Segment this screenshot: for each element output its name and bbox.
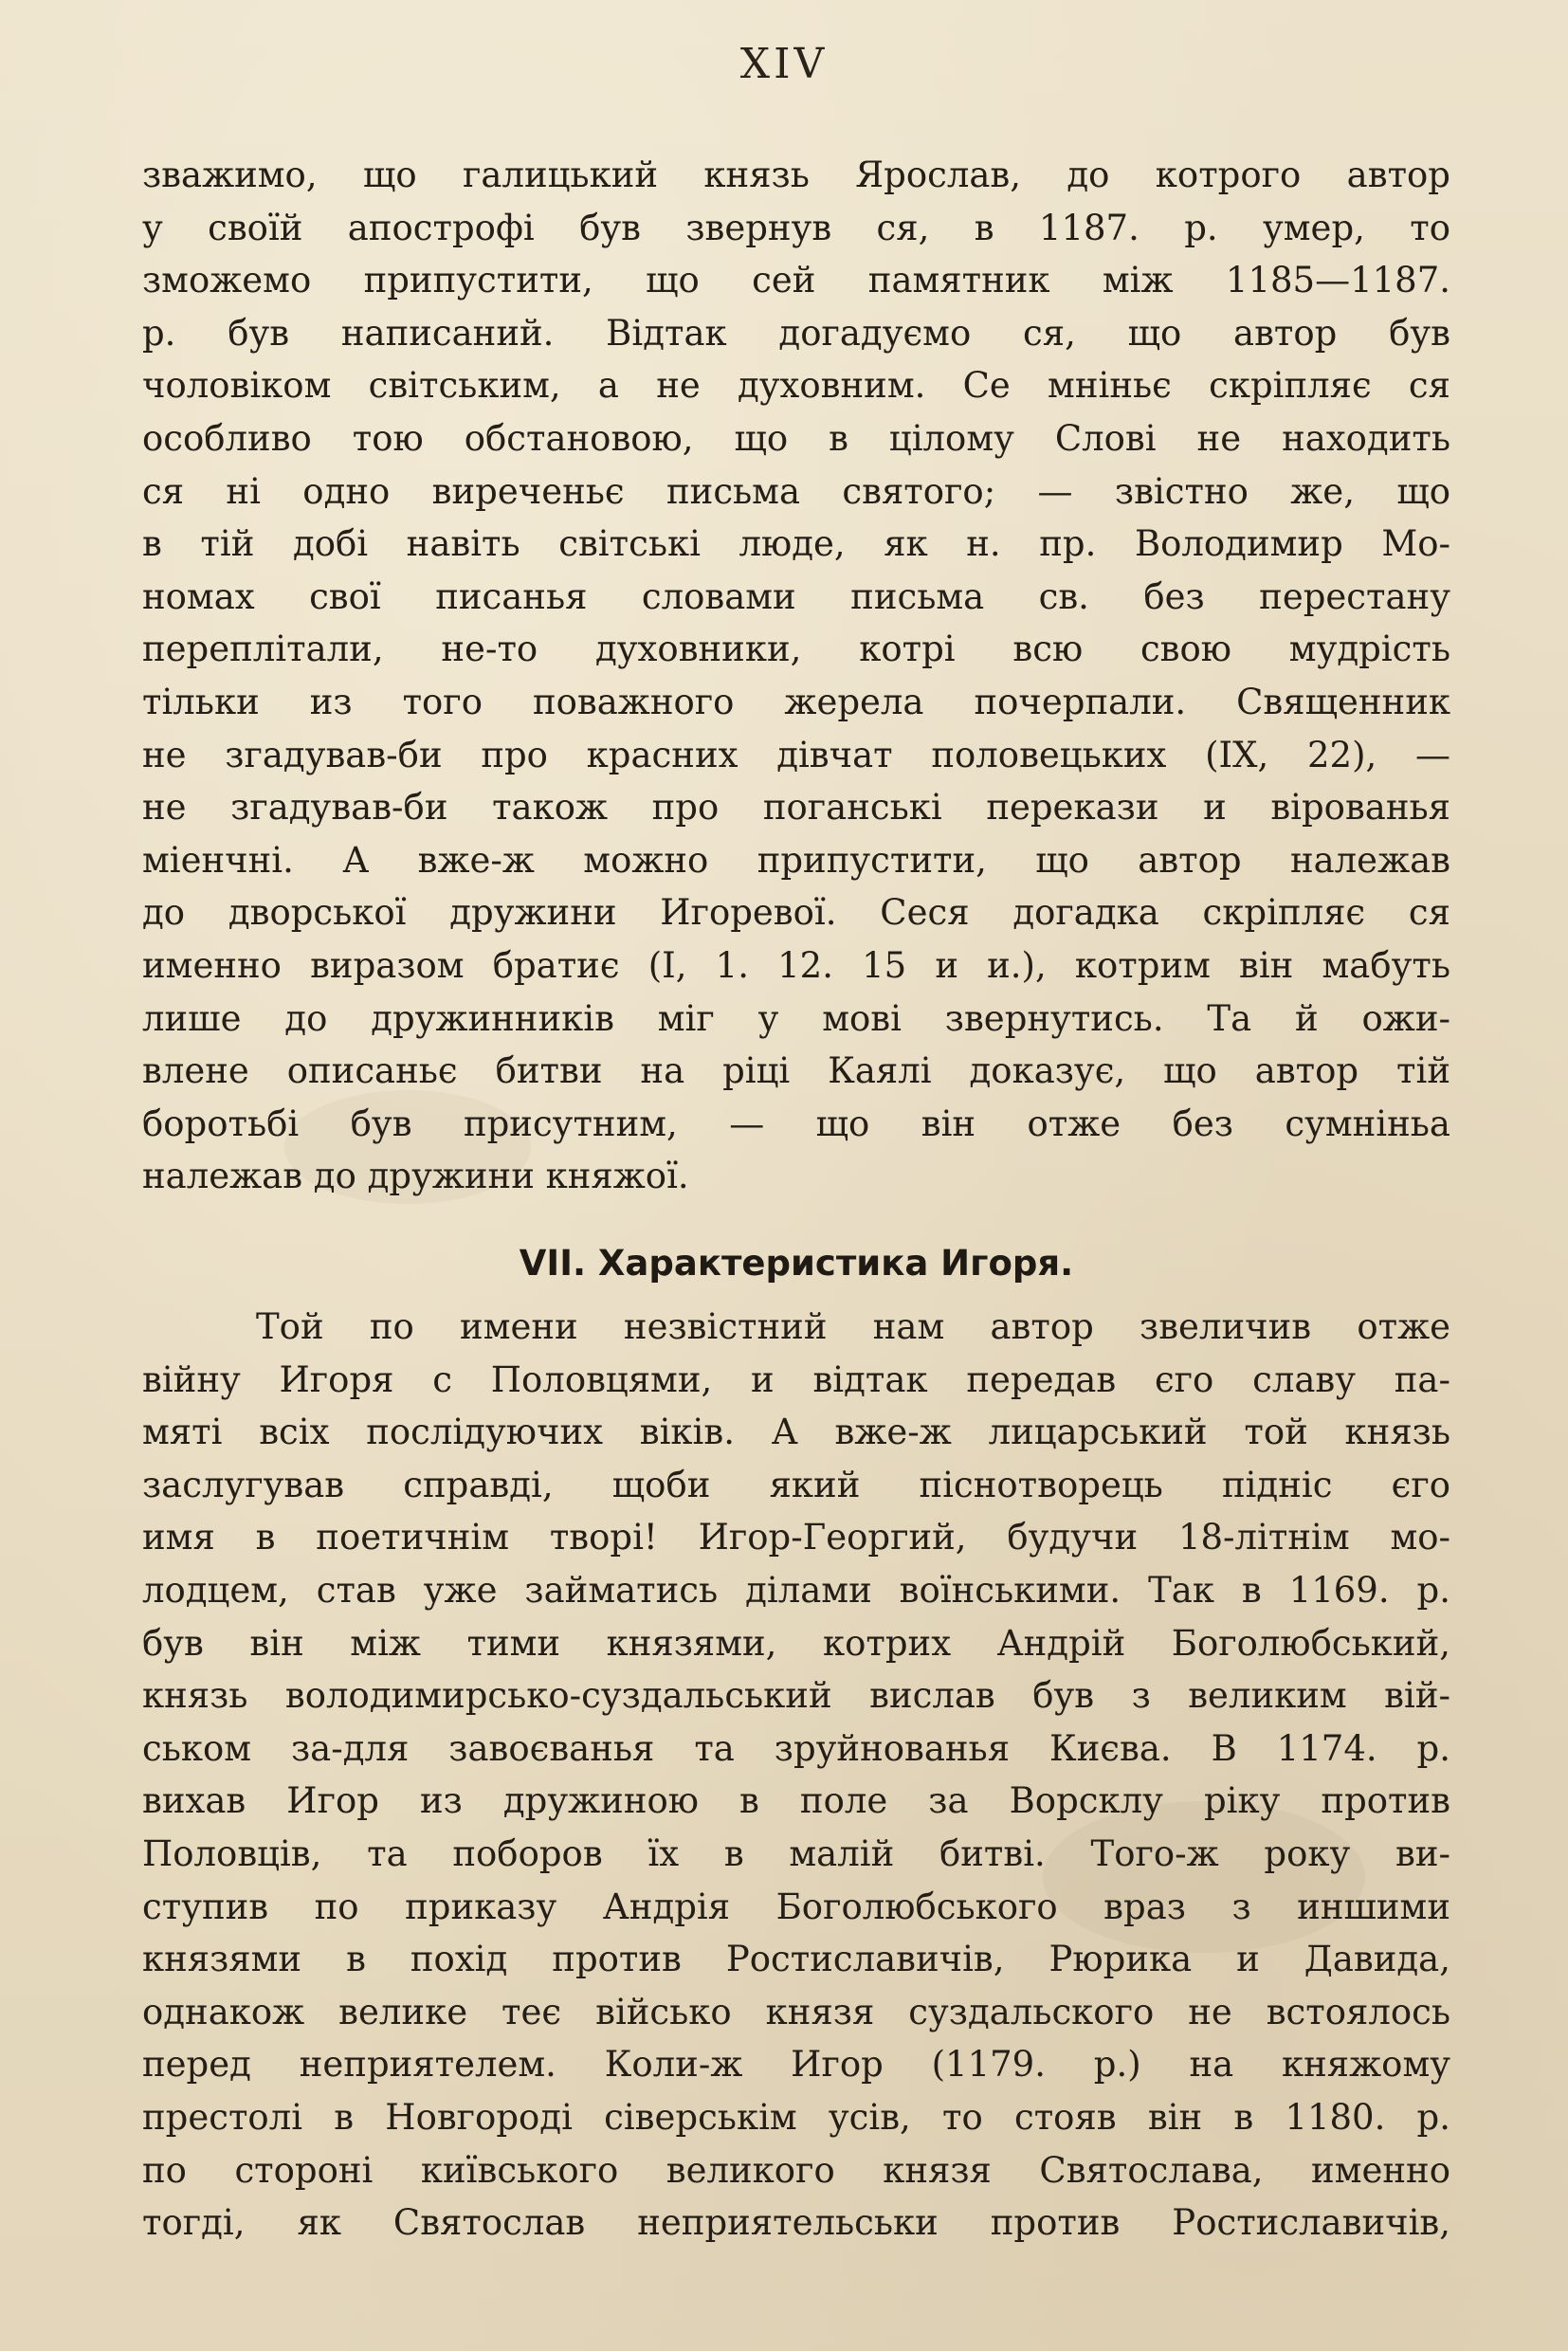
text-line: не згадував-би про красних дівчат половецьких (IX, 22), — bbox=[142, 734, 1450, 775]
text-line: номах свої писанья словами письма св. без перестану bbox=[142, 575, 1450, 617]
text-line: перед неприятелем. Коли-ж Игор (1179. р.) на княжому bbox=[142, 2044, 1450, 2086]
text-line: тільки из того поважного жерела почерпали. Священник bbox=[142, 681, 1450, 722]
text-line: належав до дружини княжої. bbox=[142, 1156, 689, 1197]
text-line: р. був написаний. Відтак догадуємо ся, що автор був bbox=[142, 312, 1450, 354]
text-line: до дворської дружини Игоревої. Сеся догадка скріпляє ся bbox=[142, 892, 1450, 934]
text-line: ськом за-для завоєванья та зруйнованья Києва. В 1174. р. bbox=[142, 1727, 1450, 1769]
text-line: боротьбі був присутним, — що він отже без сумніньа bbox=[142, 1103, 1450, 1144]
text-line: мяті всіх послідуючих віків. А вже-ж лицарський той князь bbox=[142, 1412, 1450, 1453]
text-line: однакож велике теє військо князя суздальского не встоялось bbox=[142, 1991, 1450, 2032]
text-line: Половців, та поборов їх в малій битві. Того-ж року ви- bbox=[142, 1832, 1450, 1874]
text-line: війну Игоря с Половцями, и відтак передав єго славу па- bbox=[142, 1358, 1450, 1400]
text-line: зважимо, що галицький князь Ярослав, до котрого автор bbox=[142, 155, 1450, 195]
text-line: влене описаньє битви на ріці Каялі доказує, що автор тій bbox=[142, 1050, 1450, 1092]
text-line: ступив по приказу Андрія Боголюбського враз з иншими bbox=[142, 1886, 1450, 1927]
text-line: ся ні одно виреченьє письма святого; — звістно же, що bbox=[142, 470, 1450, 512]
text-line: князями в похід против Ростиславичів, Рюрика и Давида, bbox=[142, 1939, 1450, 1980]
text-line: чоловіком світським, а не духовним. Се мніньє скріпляє ся bbox=[142, 365, 1450, 407]
text-line: престолі в Новгороді сіверськім усів, то стояв він в 1180. р. bbox=[142, 2096, 1450, 2138]
text-line: був він між тими князями, котрих Андрій Боголюбський, bbox=[142, 1622, 1450, 1664]
text-line: по стороні київського великого князя Святослава, именно bbox=[142, 2149, 1450, 2191]
paragraph-1 bbox=[142, 149, 1450, 1203]
text-line: в тій добі навіть світські люде, як н. пр. Володимир Мо- bbox=[142, 523, 1450, 565]
text-line: у своїй апострофі був звернув ся, в 1187. р. умер, то bbox=[142, 207, 1450, 248]
text-line: міенчні. А вже-ж можно припустити, що автор належав bbox=[142, 839, 1450, 881]
text-line: именно виразом братиє (I, 1. 12. 15 и и.), котрим він мабуть bbox=[142, 944, 1450, 986]
text-line: вихав Игор из дружиною в поле за Ворсклу ріку против bbox=[142, 1780, 1450, 1822]
page-number: XIV bbox=[739, 40, 829, 88]
text-line: тогді, як Святослав неприятельськи против Ростиславичів, bbox=[142, 2202, 1450, 2244]
text-line: переплітали, не-то духовники, котрі всю свою мудрість bbox=[142, 629, 1450, 670]
text-line: Той по имени незвістний нам автор звеличив отже bbox=[256, 1306, 1450, 1347]
text-line: князь володимирсько-суздальський вислав був з великим вій- bbox=[142, 1675, 1450, 1717]
text-line: лише до дружинників міг у мові звернутись. Та й ожи- bbox=[142, 997, 1450, 1039]
text-line: не згадував-би також про поганські перекази и вірованья bbox=[142, 787, 1450, 829]
section-heading: VII. Характеристика Игоря. bbox=[519, 1243, 1074, 1284]
text-line: особливо тою обстановою, що в цілому Слові не находить bbox=[142, 417, 1450, 459]
text-line: зможемо припустити, що сей памятник між 1185—1187. bbox=[142, 260, 1450, 301]
text-line: заслугував справді, щоби який піснотворець підніс єго bbox=[142, 1464, 1450, 1505]
paragraph-2 bbox=[142, 1301, 1450, 2250]
text-line: лодцем, став уже займатись ділами воїнськими. Так в 1169. р. bbox=[142, 1569, 1450, 1611]
text-line: имя в поетичнім творі! Игор-Георгий, будучи 18-літнім мо- bbox=[142, 1517, 1450, 1558]
